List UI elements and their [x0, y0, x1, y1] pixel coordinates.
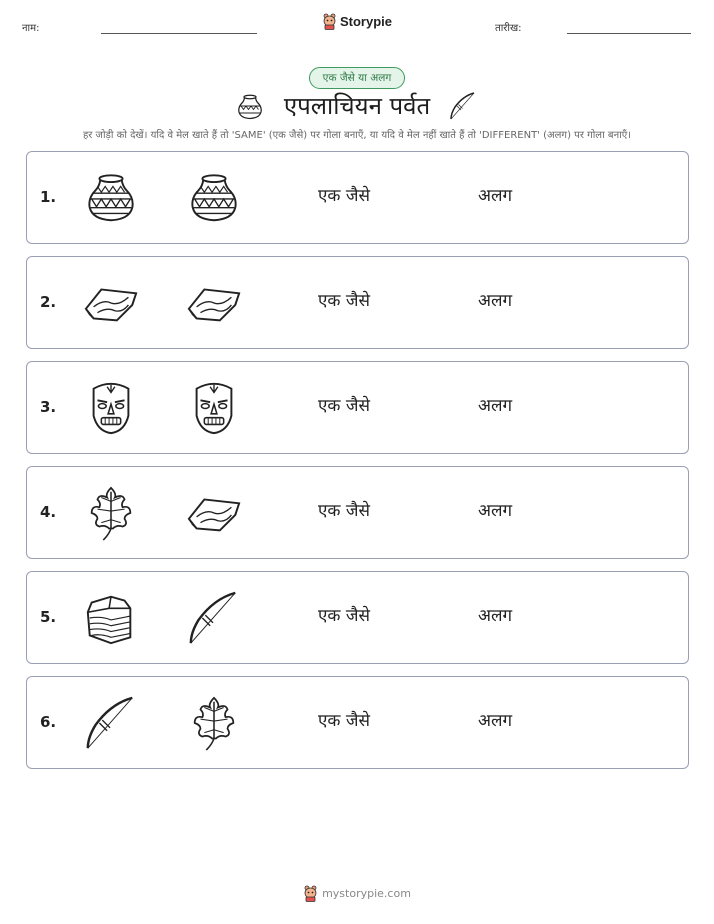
date-label: तारीख: — [495, 23, 522, 34]
different-option[interactable]: अलग — [478, 186, 513, 206]
bow-icon — [185, 589, 243, 647]
question-row-5 — [26, 571, 689, 664]
oak-leaf-icon — [185, 694, 243, 752]
tribal-mask-icon — [185, 379, 243, 437]
same-option[interactable]: एक जैसे — [318, 186, 370, 206]
name-field[interactable] — [101, 33, 257, 34]
question-row-4 — [26, 466, 689, 559]
clay-pot-icon — [82, 169, 140, 227]
date-field[interactable] — [567, 33, 691, 34]
storypie-mascot-icon — [322, 13, 337, 30]
question-row-2 — [26, 256, 689, 349]
same-option[interactable]: एक जैसे — [318, 291, 370, 311]
question-number: 1. — [40, 188, 57, 206]
worksheet-type-badge: एक जैसे या अलग — [309, 67, 405, 89]
different-option[interactable]: अलग — [478, 396, 513, 416]
layered-rock-icon — [82, 589, 140, 647]
bow-icon — [82, 694, 140, 752]
rock-slab-icon — [185, 274, 243, 332]
question-row-1 — [26, 151, 689, 244]
same-option[interactable]: एक जैसे — [318, 396, 370, 416]
different-option[interactable]: अलग — [478, 711, 513, 731]
clay-pot-icon — [185, 169, 243, 227]
brand-name: Storypie — [339, 14, 392, 29]
question-number: 2. — [40, 293, 57, 311]
question-number: 5. — [40, 608, 57, 626]
same-option[interactable]: एक जैसे — [318, 501, 370, 521]
rock-slab-icon — [82, 274, 140, 332]
tribal-mask-icon — [82, 379, 140, 437]
name-label: नाम: — [22, 23, 40, 34]
question-number: 3. — [40, 398, 57, 416]
question-row-6 — [26, 676, 689, 769]
question-number: 4. — [40, 503, 57, 521]
rock-slab-icon — [185, 484, 243, 542]
storypie-mascot-icon — [303, 885, 318, 902]
brand-logo — [0, 13, 714, 30]
oak-leaf-icon — [82, 484, 140, 542]
different-option[interactable]: अलग — [478, 606, 513, 626]
different-option[interactable]: अलग — [478, 291, 513, 311]
bow-icon — [448, 90, 478, 122]
same-option[interactable]: एक जैसे — [318, 711, 370, 731]
page-title: एपलाचियन पर्वत — [283, 92, 431, 120]
question-number: 6. — [40, 713, 57, 731]
instructions: हर जोड़ी को देखें। यदि वे मेल खाते हैं तो 'SAME' (एक जैसे) पर गोला बनाएँ, या यदि वे मेल नहीं खाते हैं तो 'DIFFERENT' (अलग) पर गोला बनाएँ। — [82, 130, 632, 141]
different-option[interactable]: अलग — [478, 501, 513, 521]
footer — [0, 885, 714, 902]
footer-url[interactable]: mystorypie.com — [322, 887, 411, 900]
question-row-3 — [26, 361, 689, 454]
same-option[interactable]: एक जैसे — [318, 606, 370, 626]
